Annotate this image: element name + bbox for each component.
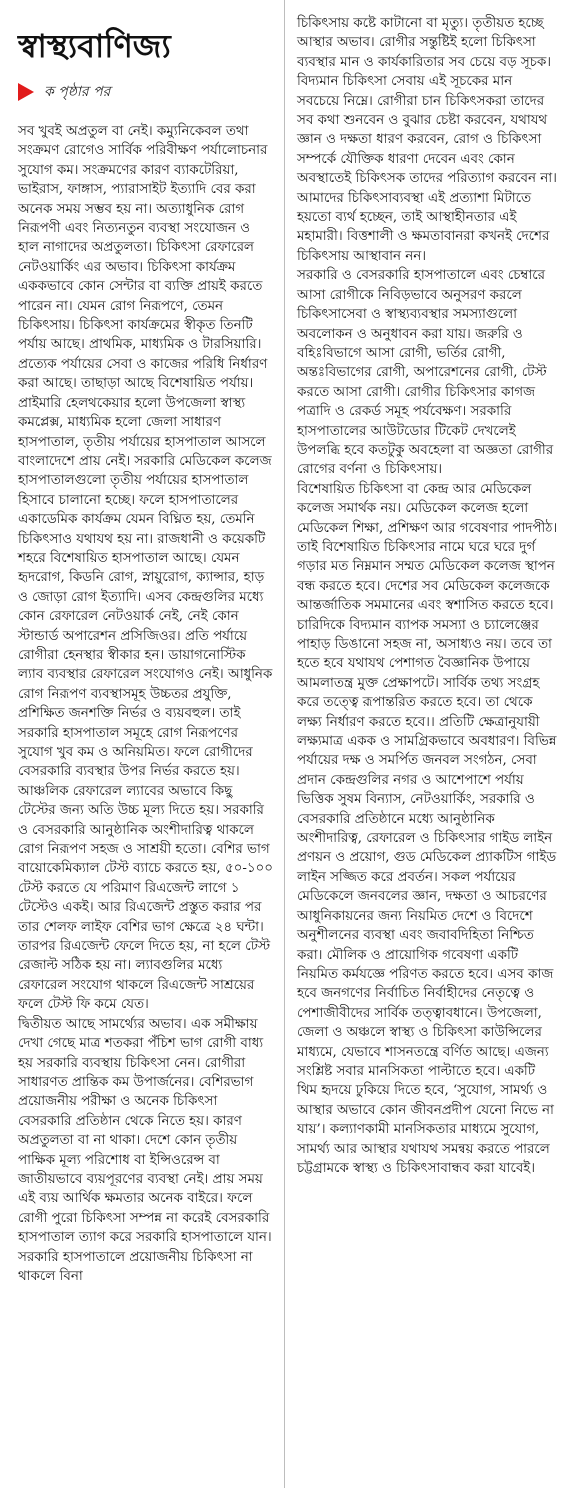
article-paragraph: দ্বিতীয়ত আছে সামর্থ্যের অভাব। এক সমীক্ষায় দেখা গেছে মাত্র শতকরা পঁচিশ ভাগ রোগী বাধ্য হয় সরকারি ব্যবস্থায় চিকিৎসা নেন। রোগীরা সাধারণত প্রান্তিক কম উপার্জনের। বেশিরভাগ প্রয়োজনীয় পরীক্ষা ও অনেক চিকিৎসা বেসরকারি প্রতিষ্ঠান থেকে নিতে হয়। কারণ অপ্রতুলতা বা না থাকা। দেশে কোন তৃতীয় পাক্ষিক মূল্য পরিশোধ বা ইন্সিওরেন্স বা জাতীয়ভাবে ব্যয়পূরণের ব্যবস্থা নেই। প্রায় সময় এই ব্যয় আর্থিক ক্ষমতার অনেক বাইরে। ফলে রোগী পুরো চিকিৎসা সম্পন্ন না করেই বেসরকারি হাসপাতাল ত্যাগ করে সরকারি হাসপাতালে যান। সরকারি হাসপাতালে প্রয়োজনীয় চিকিৎসা না থাকলে বিনা bbox=[18, 1016, 272, 1284]
continued-from-label bbox=[18, 80, 274, 104]
article-column-right bbox=[285, 0, 570, 1488]
article-paragraph: বিশেষায়িত চিকিৎসা বা কেন্দ্র আর মেডিকেল কলেজ সমার্থক নয়। মেডিকেল কলেজ হলো মেডিকেল শিক্ষা, প্রশিক্ষণ আর গবেষণার পাদপীঠ। তাই বিশেষায়িত চিকিৎসার নামে ঘরে ঘরে দুর্গ গড়ার মত নিম্নমান সম্মত মেডিকেল কলেজ স্থাপন বন্ধ করতে হবে। দেশের সব মেডিকেল কলেজকে আন্তর্জাতিক সমমানের এবং স্বশাসিত করতে হবে। bbox=[297, 481, 558, 614]
article-paragraph: সরকারি ও বেসরকারি হাসপাতালে এবং চেম্বারে আসা রোগীকে নিবিড়ভাবে অনুসরণ করলে চিকিৎসাসেবা ও স্বাস্থ্যব্যবস্থার সমস্যাগুলো অবলোকন ও অনুধাবন করা যায়। জরুরি ও বহিঃবিভাগে আসা রোগী, ভর্তির রোগী, অন্তঃবিভাগের রোগী, অপারেশনের রোগী, টেস্ট করতে আসা রোগী। রোগীর চিকিৎসার কাগজ পত্রাদি ও রেকর্ড সমূহ পর্যবেক্ষণ। সরকারি হাসপাতালের আউটডোর টিকেট দেখলেই উপলব্ধি হবে কতটুকু অবহেলা বা অজ্ঞতা রোগীর রোগের বর্ণনা ও চিকিৎসায়। bbox=[297, 268, 554, 478]
article-paragraph: সব খুবই অপ্রতুল বা নেই। কম্যুনিকেবল তথা সংক্রমণ রোগেও সার্বিক পরিবীক্ষণ পর্যালোচনার সুযোগ কম। সংক্রমণের কারণ ব্যাকটেরিয়া, ভাইরাস, ফাঙ্গাস, প্যারাসাইট ইত্যাদি বের করা অনেক সময় সম্ভব হয় না। অত্যাধুনিক রোগ নিরূপণী এবং নিত্যনতুন ব্যবস্থা সংযোজন ও হাল নাগাদের অপ্রতুলতা। চিকিৎসা রেফারেল নেটওয়ার্কিং এর অভাব। চিকিৎসা কার্যক্রম এককভাবে কোন সেন্টার বা ব্যক্তি প্রায়ই করতে পারেন না। যেমন রোগ নিরূপণে, তেমন চিকিৎসায়। চিকিৎসা কার্যক্রমের স্বীকৃত তিনটি পর্যায় আছে। প্রাথমিক, মাধ্যমিক ও টারসিয়ারি। প্রত্যেক পর্যায়ের সেবা ও কাজের পরিধি নির্ধারণ করা আছে। তাছাড়া আছে বিশেষায়িত পর্যায়। প্রাইমারি হেলথকেয়ার হলো উপজেলা স্বাস্থ্য কমপ্লেক্স, মাধ্যমিক হলো জেলা সাধারণ হাসপাতাল, তৃতীয় পর্যায়ের হাসপাতাল আসলে বাংলাদেশে প্রায় নেই। সরকারি মেডিকেল কলেজ হাসপাতালগুলো তৃতীয় পর্যায়ের হাসপাতাল হিসাবে চালানো হচ্ছে। ফলে হাসপাতালের একাডেমিক কার্যক্রম যেমন বিঘ্নিত হয়, তেমনি চিকিৎসাও যথাযথ হয় না। রাজধানী ও কয়েকটি শহরে বিশেষায়িত হাসপাতাল আছে। যেমন হৃদরোগ, কিডনি রোগ, স্নায়ুরোগ, ক্যান্সার, হাড় ও জোড়া রোগ ইত্যাদি। এসব কেন্দ্রগুলির মধ্যে কোন রেফারেল নেটওয়ার্ক নেই, নেই কোন স্টান্ডার্ড অপারেশন প্রসিজিওর। প্রতি পর্যায়ে রোগীরা হেনস্থার স্বীকার হন। ডায়াগনোস্টিক ল্যাব ব্যবস্থার রেফারেল সংযোগও নেই। আধুনিক রোগ নিরূপণ ব্যবস্থাসমূহ উচ্চতর প্রযুক্তি, প্রশিক্ষিত জনশক্তি নির্ভর ও ব্যয়বহুল। তাই সরকারি হাসপাতাল সমূহে রোগ নিরূপণের সুযোগ খুব কম ও অনিয়মিত। ফলে রোগীদের বেসরকারি ব্যবস্থার উপর নির্ভর করতে হয়। আঞ্চলিক রেফারেল ল্যাবের অভাবে কিছু টেস্টের জন্য অতি উচ্চ মূল্য দিতে হয়। সরকারি ও বেসরকারি আনুষ্ঠানিক অংশীদারিত্ব থাকলে রোগ নিরূপণ সহজ ও সাশ্রয়ী হতো। বেশির ভাগ বায়োকেমিক্যাল টেস্ট ব্যাচে করতে হয়, ৫০-১০০ টেস্ট করতে যে পরিমাণ রিএজেন্ট লাগে ১ টেস্টেও একই। আর রিএজেন্ট প্রস্তুত করার পর তার শেলফ লাইফ বেশির ভাগ ক্ষেত্রে ২৪ ঘন্টা। তারপর রিএজেন্ট ফেলে দিতে হয়, না হলে টেস্ট রেজাল্ট সঠিক হয় না। ল্যাবগুলির মধ্যে রেফারেল সংযোগ থাকলে রিএজেন্ট সাশ্রয়ের ফলে টেস্ট ফি কমে যেত। bbox=[18, 124, 273, 1013]
article-headline: স্বাস্থ্যবাণিজ্য bbox=[18, 27, 171, 65]
triangle-right-icon bbox=[18, 83, 34, 101]
article-paragraph: চিকিৎসায় কষ্টে কাটানো বা মৃত্যু। তৃতীয়ত হচ্ছে আস্থার অভাব। রোগীর সন্তুষ্টিই হলো চিকিৎসা ব্যবস্থার মান ও কার্যকারিতার সব চেয়ে বড় সূচক। বিদ্যমান চিকিৎসা সেবায় এই সূচকের মান সবচেয়ে নিম্নে। রোগীরা চান চিকিৎসকরা তাদের সব কথা শুনবেন ও বুঝার চেষ্টা করবেন, যথাযথ জ্ঞান ও দক্ষতা ধারণ করবেন, রোগ ও চিকিৎসা সম্পর্কে যৌক্তিক ধারণা দেবেন এবং কোন অবস্থাতেই চিকিৎসক তাদের পরিত্যাগ করবেন না। আমাদের চিকিৎসাব্যবস্থা এই প্রত্যাশা মিটাতে হয়তো ব্যর্থ হচ্ছেন, তাই আস্থাহীনতার এই মহামারী। বিত্তশালী ও ক্ষমতাবানরা কখনই দেশের চিকিৎসায় আস্থাবান নন। bbox=[297, 16, 557, 264]
continued-from-text: ক পৃষ্ঠার পর bbox=[44, 84, 111, 100]
article-paragraph: চারিদিকে বিদ্যমান ব্যাপক সমস্যা ও চ্যালেঞ্জের পাহাড় ডিঙানো সহজ না, অসাধ্যও নয়। তবে তা হতে হবে যথাযথ পেশাগত বৈজ্ঞানিক উপায়ে আমলাতন্ত্র মুক্ত প্রেক্ষাপটে। সার্বিক তথ্য সংগ্রহ করে তত্ত্বে রূপান্তরিত করতে হবে। তা থেকে লক্ষ্য নির্ধারণ করতে হবে।। প্রতিটি ক্ষেত্রানুযায়ী লক্ষ্যমাত্র একক ও সামগ্রিকভাবে অবধারণ। বিভিন্ন পর্যায়ের দক্ষ ও সমর্পিত জনবল সংগঠন, সেবা প্রদান কেন্দ্রগুলির নগর ও আশেপাশে পর্যায় ভিত্তিক সুষম বিন্যাস, নেটওয়ার্কিং, সরকারি ও বেসরকারি প্রতিষ্ঠানে মধ্যে আনুষ্ঠানিক অংশীদারিত্ব, রেফারেল ও চিকিৎসার গাইড লাইন প্রণয়ন ও প্রয়োগ, গুড মেডিকেল প্র্যাকটিস গাইড লাইন সজ্জিত করে প্রবর্তন। সকল পর্যায়ের মেডিকেলে জনবলের জ্ঞান, দক্ষতা ও আচরণের আধুনিকায়নের জন্য নিয়মিত দেশে ও বিদেশে অনুশীলনের ব্যবস্থা এবং জবাবদিহিতা নিশ্চিত করা। মৌলিক ও প্রায়োগিক গবেষণা একটি নিয়মিত কর্মযজ্ঞে পরিণত করতে হবে। এসব কাজ হবে জনগণের নির্বাচিত নির্বাহীদের নেতৃত্বে ও পেশাজীবীদের সার্বিক তত্ত্বাবধানে। উপজেলা, জেলা ও অঞ্চলে স্বাস্থ্য ও চিকিৎসা কাউন্সিলের মাধ্যমে, যেভাবে শাসনতন্ত্রে বর্ণিত আছে। এজন্য সংশ্লিষ্ট সবার মানসিকতা পাল্টাতে হবে। একটি থিম হৃদয়ে ঢুকিয়ে দিতে হবে, ‘সুযোগ, সামর্থ্য ও আস্থার অভাবে কোন জীবনপ্রদীপ যেনো নিভে না যায়’। কল্যাণকামী মানসিকতার মাধ্যমে সুযোগ, সামর্থ্য আর আস্থার যথাযথ সমন্বয় করতে পারলে চট্টগ্রামকে স্বাস্থ্য ও চিকিৎসাবান্ধব করা যাবেই। bbox=[297, 617, 557, 1176]
